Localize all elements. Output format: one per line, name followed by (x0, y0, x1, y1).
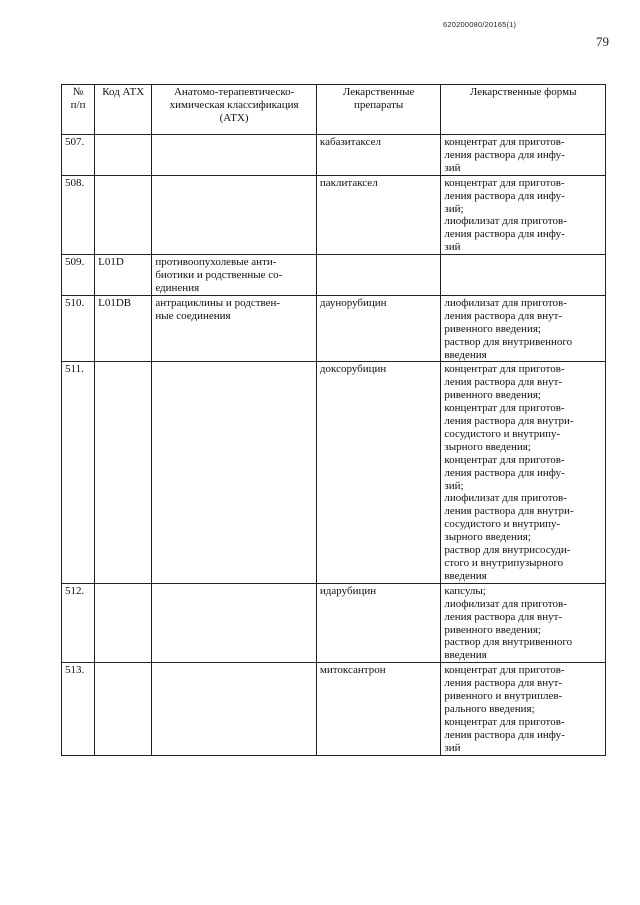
column-header-forms: Лекарственные формы (441, 85, 606, 135)
column-header-drugs: Лекарственные препараты (316, 85, 440, 135)
classification (152, 175, 317, 254)
dosage-forms: лиофилизат для приготов- ления раствора для внут- ривенного введения; раствор для внутривенного введения (441, 295, 606, 362)
table-row (62, 255, 606, 296)
drug-name (316, 255, 440, 296)
atc-code: L01D (95, 255, 152, 296)
drug-classification-table (61, 84, 606, 756)
table-row (62, 295, 606, 362)
drug-name: доксорубицин (316, 362, 440, 583)
atc-code (95, 175, 152, 254)
classification: противоопухолевые анти- биотики и родственные со- единения (152, 255, 317, 296)
drug-name: кабазитаксел (316, 135, 440, 176)
classification (152, 362, 317, 583)
table-row (62, 135, 606, 176)
atc-code: L01DB (95, 295, 152, 362)
column-header-number: № п/п (62, 85, 95, 135)
classification (152, 135, 317, 176)
table-header-row (62, 85, 606, 135)
atc-code (95, 583, 152, 662)
row-number: 513. (62, 663, 95, 755)
column-header-classification: Анатомо-терапевтическо- химическая классификация (АТХ) (152, 85, 317, 135)
drug-name: даунорубицин (316, 295, 440, 362)
drug-name: идарубицин (316, 583, 440, 662)
page-number: 79 (596, 34, 609, 49)
row-number: 511. (62, 362, 95, 583)
drug-name: паклитаксел (316, 175, 440, 254)
row-number: 512. (62, 583, 95, 662)
atc-code (95, 135, 152, 176)
table-row (62, 583, 606, 662)
row-number: 510. (62, 295, 95, 362)
classification: антрациклины и родствен- ные соединения (152, 295, 317, 362)
column-header-atc-code: Код АТХ (95, 85, 152, 135)
drug-name: митоксантрон (316, 663, 440, 755)
row-number: 509. (62, 255, 95, 296)
row-number: 507. (62, 135, 95, 176)
document-id: 620200080/20165(1) (443, 20, 517, 29)
table-row (62, 362, 606, 583)
atc-code (95, 362, 152, 583)
dosage-forms: концентрат для приготов- ления раствора для внут- ривенного и внутриплев- рального введения; концентрат для приготов- ления раствора для инфу- зий (441, 663, 606, 755)
table-row (62, 175, 606, 254)
dosage-forms: концентрат для приготов- ления раствора для инфу- зий (441, 135, 606, 176)
dosage-forms: концентрат для приготов- ления раствора для инфу- зий; лиофилизат для приготов- ления раствора для инфу- зий (441, 175, 606, 254)
classification (152, 583, 317, 662)
dosage-forms (441, 255, 606, 296)
atc-code (95, 663, 152, 755)
classification (152, 663, 317, 755)
table-row (62, 663, 606, 755)
row-number: 508. (62, 175, 95, 254)
dosage-forms: концентрат для приготов- ления раствора для внут- ривенного введения; концентрат для приготов- ления раствора для внутри- сосудистого и внутрипу- зырного введения; концентрат для приготов- ления раствора для инфу- зий; лиофилизат для приготов- ления раствора для внутри- сосудистого и внутрипу- зырного введения; раствор для внутрисосуди- стого и внутрипузырного введения (441, 362, 606, 583)
dosage-forms: капсулы; лиофилизат для приготов- ления раствора для внут- ривенного введения; раствор для внутривенного введения (441, 583, 606, 662)
